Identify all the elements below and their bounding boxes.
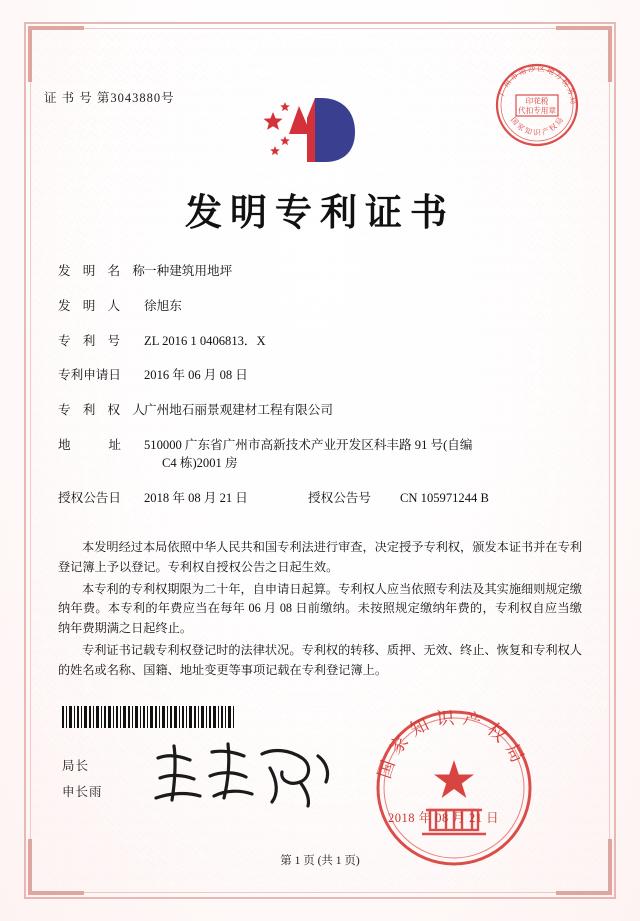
paragraph-1: 本发明经过本局依照中华人民共和国专利法进行审查，决定授予专利权，颁发本证书并在专利登记簿上予以登记。专利权自授权公告之日起生效。: [58, 540, 582, 574]
field-value: 一种建筑用地坪: [144, 264, 233, 278]
field-label: 专利申请日: [58, 368, 121, 383]
field-label: 专 利 权 人: [58, 403, 150, 417]
svg-text:广州市南沙区地方税务局: 广州市南沙区地方税务局: [497, 63, 579, 107]
field-grant-number: [308, 489, 489, 507]
field-label: 专 利 号: [58, 333, 125, 348]
seal-date: 2018 年 08 月 21 日: [388, 811, 500, 825]
tax-stamp-seal-icon: [494, 62, 580, 148]
paragraph-3: 专利证书记载专利权登记时的法律状况。专利权的转移、质押、无效、终止、恢复和专利权人的姓名或名称、国籍、地址变更等事项记载在专利登记簿上。: [58, 642, 582, 677]
national-ip-administration-seal-icon: [370, 704, 538, 872]
field-address: [58, 436, 588, 473]
field-value: 广州地石丽景观建材工程有限公司: [144, 403, 333, 417]
patent-barcode-icon: [62, 706, 234, 728]
field-value: 2018 年 08 月 21 日: [144, 490, 248, 505]
page-title: 发明专利证书: [185, 193, 455, 234]
cnipa-patent-logo-icon: [259, 92, 369, 168]
field-grant-row: [58, 489, 588, 507]
page-footer: 第 1 页 (共 1 页): [280, 855, 360, 867]
address-line-1: 510000 广东省广州市高新技术产业开发区科丰路 91 号(自编: [144, 437, 473, 452]
field-patentee: [58, 401, 588, 419]
certificate-number: 证 书 号 第3043880号: [44, 91, 175, 105]
field-value: [144, 436, 588, 473]
svg-text:国家知识产权局: 国家知识产权局: [374, 707, 531, 781]
field-label: 地 址: [58, 437, 121, 452]
director-handwritten-signature-icon: [150, 738, 340, 810]
corner-ornament-top-left: [28, 26, 84, 82]
svg-text:印花税: 印花税: [525, 96, 549, 106]
field-grant-date: [58, 489, 308, 507]
field-patent-number: [58, 332, 588, 350]
field-label: 发 明 人: [58, 298, 125, 313]
field-value: 2016 年 06 月 08 日: [144, 368, 248, 383]
field-application-date: [58, 366, 588, 384]
director-name-label: 申长雨: [62, 785, 103, 799]
field-label: 发 明 名 称: [58, 264, 150, 278]
field-label: 授权公告号: [308, 490, 371, 505]
field-invention-title: [58, 262, 588, 280]
field-inventor: [58, 297, 588, 315]
legal-text-block: [58, 538, 582, 682]
paragraph-2: 本专利的专利权期限为二十年，自申请日起算。专利权人应当依照专利法及其实施细则规定缴纳年费。本专利的年费应当在每年 06 月 08 日前缴纳。未按照规定缴纳年费的，专利权自应当缴纳年费期满之日起终止。: [58, 581, 582, 636]
fields-list: [58, 262, 588, 524]
field-value: CN 105971244 B: [400, 490, 489, 505]
address-line-2: C4 栋)2001 房: [162, 456, 238, 470]
svg-text:国家知识产权局: 国家知识产权局: [508, 114, 567, 138]
director-title-label: 局长: [62, 759, 90, 773]
field-label: 授权公告日: [58, 490, 121, 505]
field-value: 徐旭东: [144, 298, 182, 313]
field-value: ZL 2016 1 0406813．X: [144, 333, 266, 348]
svg-text:代扣专用章: 代扣专用章: [518, 106, 556, 115]
